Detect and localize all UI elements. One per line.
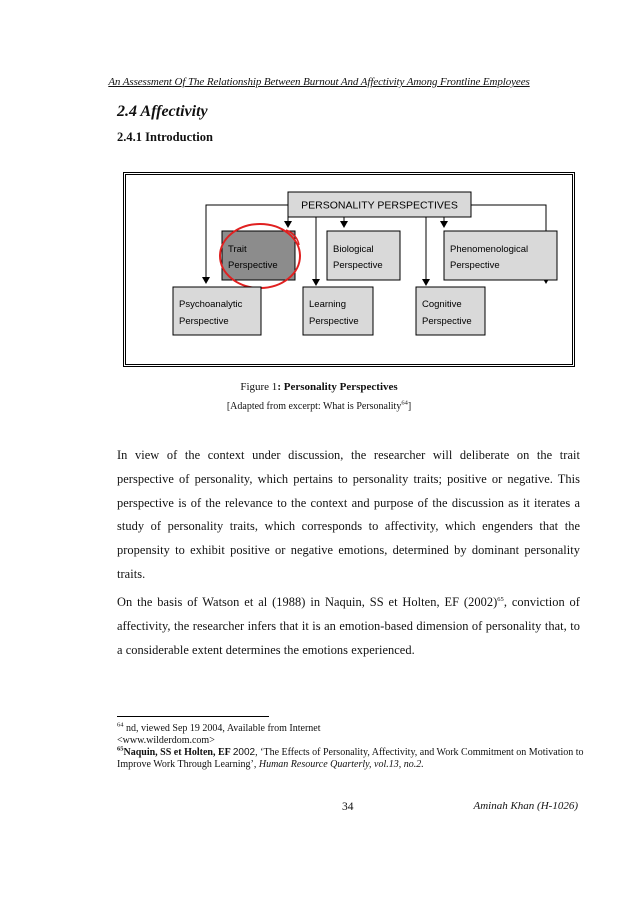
phenomenological-box [444, 231, 557, 280]
root-box [288, 192, 471, 217]
figure-source-text: [Adapted from excerpt: What is Personality [226, 401, 402, 412]
paragraph-2-text-after: , conviction of affectivity, the researcher infers that it is an emotion-based dimension of personality that, to a considerable extent determines the emotions experienced. [117, 595, 580, 657]
footnote-64-line1: nd, viewed Sep 19 2004, Available from Internet [123, 723, 321, 734]
footnote-65 [117, 747, 587, 771]
footnote-separator [117, 716, 269, 717]
cognitive-box [416, 287, 485, 335]
figure-caption [0, 381, 638, 393]
footnote-65-authors: Naquin, SS et Holten, EF [123, 747, 233, 758]
cognitive-box-line1: Cognitive [422, 299, 462, 310]
learning-box [303, 287, 373, 335]
running-header: An Assessment Of The Relationship Between Burnout And Affectivity Among Frontline Employees [108, 76, 530, 88]
psychoanalytic-box-line1: Psychoanalytic [179, 299, 243, 310]
phenomenological-box-line1: Phenomenological [450, 244, 529, 255]
footnote-64 [117, 723, 587, 747]
psychoanalytic-box [173, 287, 261, 335]
trait-box-line1: Trait [228, 244, 247, 255]
page-number: 34 [342, 801, 354, 813]
footnote-64-number: 64 [117, 721, 124, 729]
biological-box-line1: Biological [333, 244, 374, 255]
biological-box [327, 231, 400, 280]
body-paragraph-2 [117, 591, 580, 662]
footnote-64-url[interactable]: <www.wilderdom.com> [117, 735, 215, 746]
footnote-65-journal: Human Resource Quarterly, vol.13, no.2. [258, 759, 424, 770]
figure-source-end: ] [407, 401, 412, 412]
figure-source-footnote-ref[interactable]: 64 [401, 399, 408, 407]
author-footer: Aminah Khan (H-1026) [473, 800, 578, 812]
learning-box-line1: Learning [309, 299, 346, 310]
body-paragraph-1: In view of the context under discussion, the researcher will deliberate on the trait perspective of personality, which pertains to personality traits; positive or negative. This perspective is of the relevance to the context and purpose of the discussion as it iterates a study of personality traits, which corresponds to affectivity, which engenders that the propensity to exhibit positive or negative emotions, determined by dominant personality traits. [117, 448, 580, 581]
trait-box-line2: Perspective [228, 260, 278, 271]
section-title: 2.4 Affectivity [117, 103, 208, 120]
footnote-65-title: , ‘The Effects of Personality, Affectivity, and Work Commitment on Motivation to Improve Work Through Learning’, [117, 747, 584, 770]
footnote-65-year: 2002 [232, 747, 256, 758]
paragraph-2-text-before: On the basis of Watson et al (1988) in Naquin, SS et Holten, EF (2002) [117, 595, 498, 609]
learning-box-line2: Perspective [309, 316, 359, 327]
cognitive-box-line2: Perspective [422, 316, 472, 327]
figure-source [0, 401, 638, 412]
personality-perspectives-diagram [123, 172, 575, 367]
root-box-label: PERSONALITY PERSPECTIVES [301, 199, 458, 212]
subsection-title: 2.4.1 Introduction [117, 130, 213, 144]
paragraph-2-footnote-ref[interactable]: 65 [497, 595, 504, 603]
figure-caption-title: : Personality Perspectives [277, 381, 398, 393]
phenomenological-box-line2: Perspective [450, 260, 500, 271]
biological-box-line2: Perspective [333, 260, 383, 271]
trait-box [222, 231, 295, 280]
psychoanalytic-box-line2: Perspective [179, 316, 229, 327]
figure-caption-prefix: Figure 1 [240, 381, 278, 393]
footnote-65-number: 65 [117, 745, 124, 753]
